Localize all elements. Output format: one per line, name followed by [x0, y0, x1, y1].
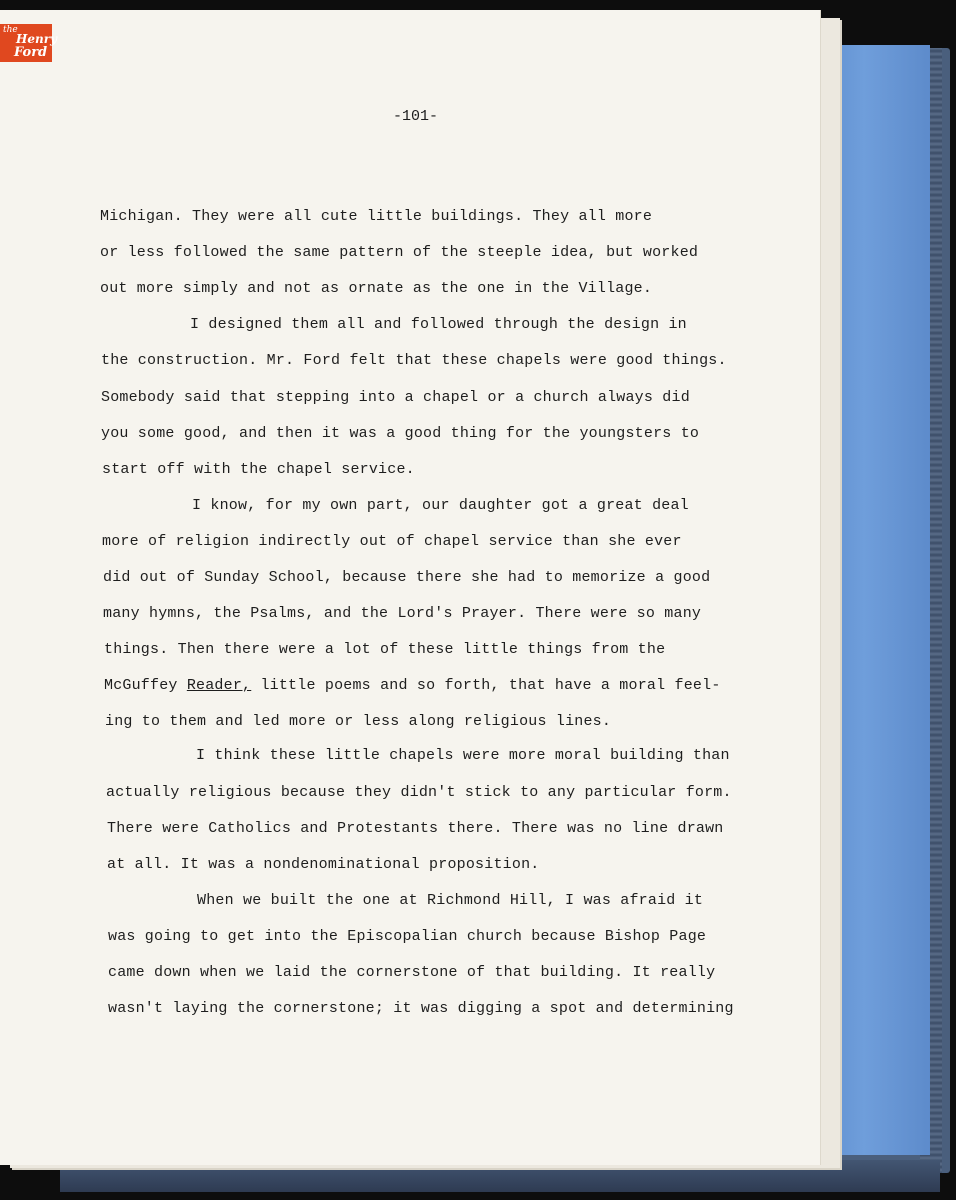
henry-ford-logo — [0, 24, 57, 62]
logo-ford-text: Ford — [14, 45, 48, 60]
text-line: There were Catholics and Protestants there. There was no line drawn — [107, 820, 724, 837]
logo-henry-text: Henry — [16, 32, 57, 46]
text-line — [104, 677, 721, 694]
text-fragment: McGuffey — [104, 677, 187, 694]
text-line: you some good, and then it was a good thing for the youngsters to — [101, 425, 700, 442]
text-line: start off with the chapel service. — [102, 461, 415, 478]
text-line: at all. It was a nondenominational proposition. — [107, 856, 540, 873]
text-line: did out of Sunday School, because there she had to memorize a good — [103, 569, 711, 586]
text-line: Somebody said that stepping into a chapel or a church always did — [101, 389, 690, 406]
text-line: many hymns, the Psalms, and the Lord's Prayer. There were so many — [103, 605, 702, 622]
text-line: the construction. Mr. Ford felt that these chapels were good things. — [101, 352, 727, 369]
text-line: things. Then there were a lot of these little things from the — [104, 641, 666, 658]
text-line: actually religious because they didn't stick to any particular form. — [106, 784, 732, 801]
text-line: or less followed the same pattern of the steeple idea, but worked — [100, 244, 699, 261]
text-line: I designed them all and followed through the design in — [190, 316, 687, 333]
page-number: -101- — [393, 108, 439, 125]
text-line: more of religion indirectly out of chapel service than she ever — [102, 533, 682, 550]
text-line: Michigan. They were all cute little buildings. They all more — [100, 208, 653, 225]
text-line: I know, for my own part, our daughter got a great deal — [192, 497, 689, 514]
logo-the-text: the — [3, 25, 18, 35]
text-line: out more simply and not as ornate as the one in the Village. — [100, 280, 653, 297]
underlined-title: Reader, — [186, 677, 252, 694]
text-line: I think these little chapels were more moral building than — [196, 747, 730, 764]
text-line: When we built the one at Richmond Hill, I was afraid it — [197, 892, 704, 909]
text-line: was going to get into the Episcopalian church because Bishop Page — [108, 928, 707, 945]
text-fragment: little poems and so forth, that have a moral feel- — [251, 677, 721, 694]
text-line: ing to them and led more or less along religious lines. — [105, 713, 612, 730]
document-page — [0, 10, 821, 1165]
text-line: wasn't laying the cornerstone; it was digging a spot and determining — [108, 1000, 734, 1017]
text-line: came down when we laid the cornerstone of that building. It really — [108, 964, 716, 981]
